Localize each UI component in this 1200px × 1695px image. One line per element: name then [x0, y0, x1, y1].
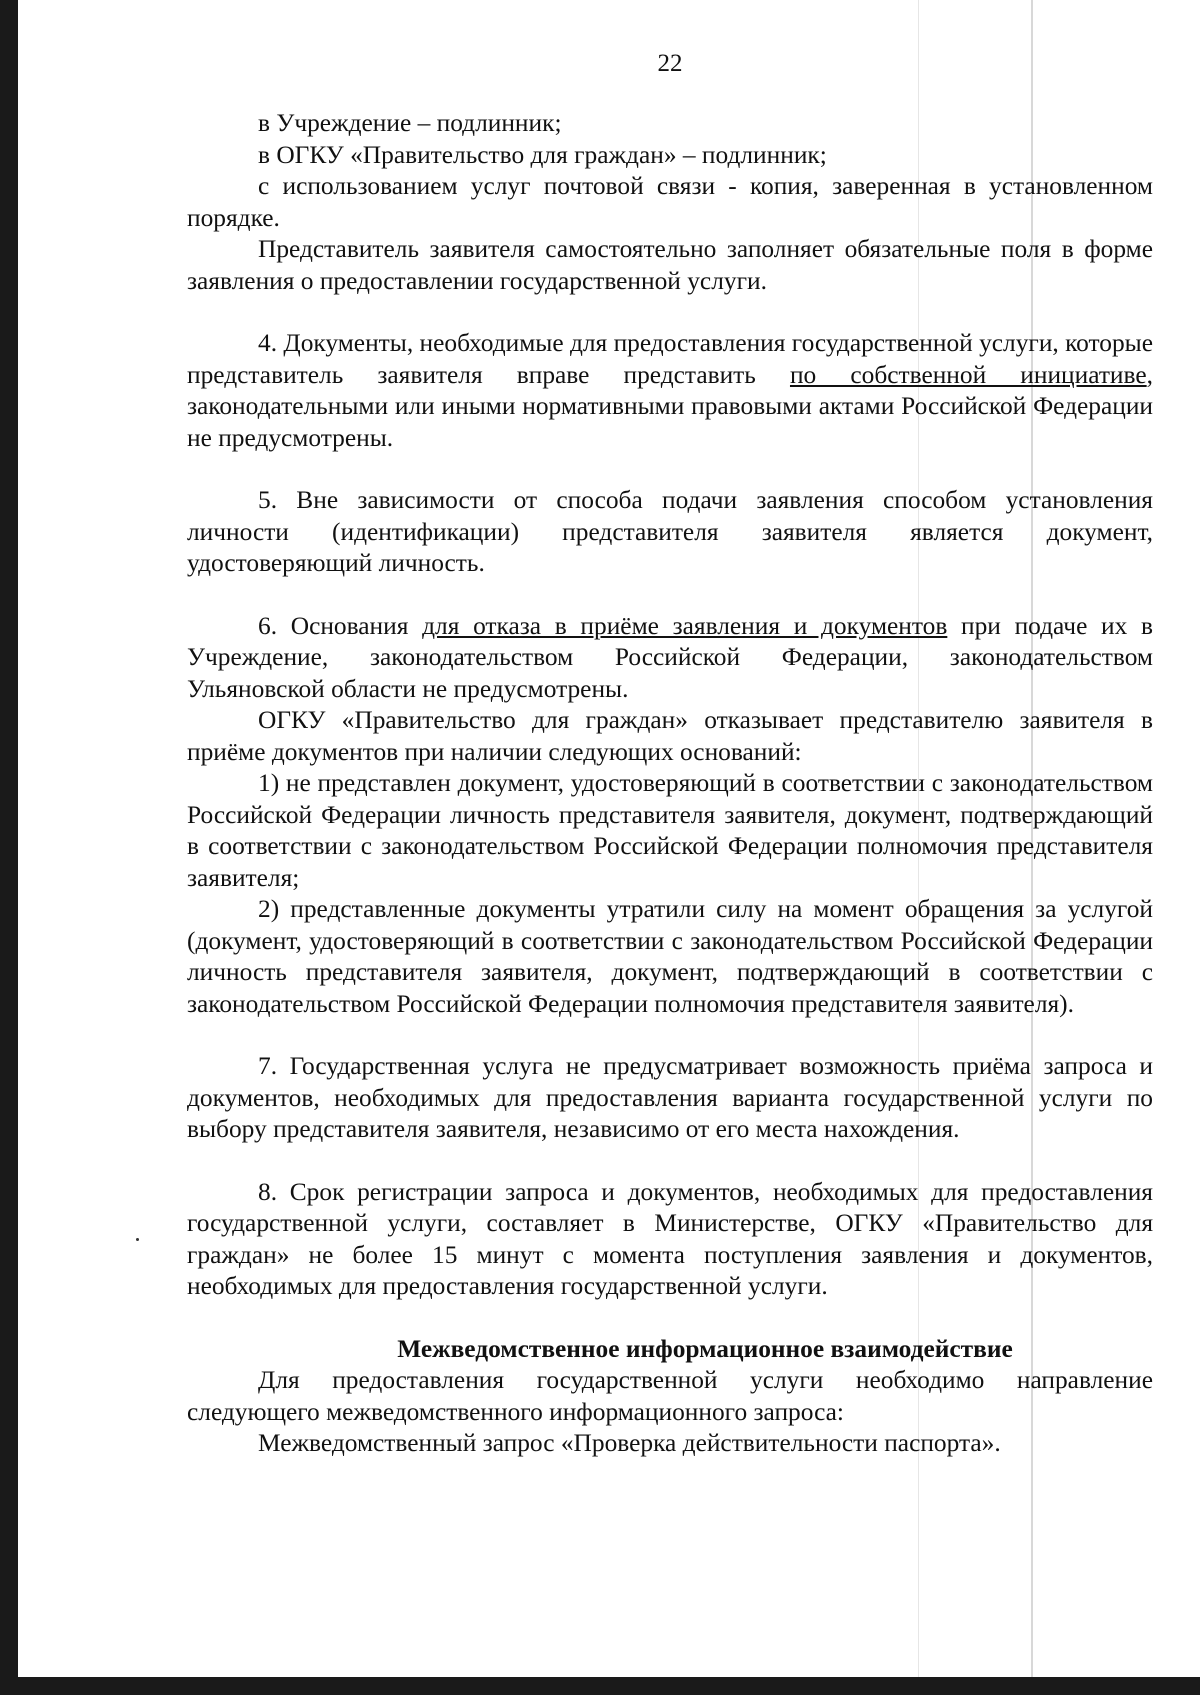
underlined-phrase: по собственной инициативе — [789, 360, 1147, 389]
list-item: 1) не представлен документ, удостоверяющий в соответствии с законодательством Российской Федерации личность представителя заявителя, документ, подтверждающий в соответствии с законодательством Российской Федерации полномочия представителя заявителя; — [187, 769, 1153, 892]
document-body — [187, 108, 1153, 1460]
paragraph: в ОГКУ «Правительство для граждан» – подлинник; — [258, 140, 827, 169]
section-4 — [187, 328, 1153, 454]
section-6 — [187, 611, 1153, 706]
section-6-text: при подаче их в Учреждение, законодательством Российской Федерации, законодательством Ульяновской области не предусмотрены. — [187, 611, 1154, 703]
paragraph: в Учреждение – подлинник; — [258, 109, 562, 137]
paragraph: Представитель заявителя самостоятельно заполняет обязательные поля в форме заявления о предоставлении государственной услуги. — [187, 235, 1153, 295]
list-item: 2) представленные документы утратили силу на момент обращения за услугой (документ, удостоверяющий в соответствии с законодательством Российской Федерации личность представителя заявителя, документ, подтверждающий в соответствии с законодательством Российской Федерации полномочия представителя заявителя). — [187, 895, 1153, 1018]
section-4-text: , законодательными или иными нормативными правовыми актами Российской Федерации не предусмотрены. — [187, 360, 1153, 452]
scan-speck — [136, 1238, 139, 1241]
section-8: 8. Срок регистрации запроса и документов, необходимых для предоставления государственной услуги, составляет в Министерстве, ОГКУ «Правительство для граждан» не более 15 минут с момента поступления заявления и документов, необходимых для предоставления государственной услуги. — [187, 1177, 1153, 1300]
paragraph: Межведомственный запрос «Проверка действительности паспорта». — [258, 1429, 1001, 1457]
section-5: 5. Вне зависимости от способа подачи заявления способом установления личности (идентификации) представителя заявителя является документ, удостоверяющий личность. — [187, 486, 1153, 577]
section-4-text: 4. Документы, необходимые для предоставления государственной услуги, которые представитель заявителя вправе представить — [187, 329, 1154, 389]
scan-edge-left — [0, 0, 18, 1695]
underlined-phrase: для отказа в приёме заявления и документов — [422, 611, 948, 640]
section-heading: Межведомственное информационное взаимодействие — [397, 1334, 1013, 1363]
paragraph: ОГКУ «Правительство для граждан» отказывает представителю заявителя в приёме документов при наличии следующих оснований: — [187, 706, 1153, 766]
section-7: 7. Государственная услуга не предусматривает возможность приёма запроса и документов, необходимых для предоставления варианта государственной услуги по выбору представителя заявителя, независимо от его места нахождения. — [187, 1052, 1153, 1143]
scan-edge-bottom — [0, 1677, 1200, 1695]
section-6-text: 6. Основания — [258, 611, 423, 640]
paragraph: Для предоставления государственной услуги необходимо направление следующего межведомственного информационного запроса: — [187, 1366, 1153, 1426]
paragraph: с использованием услуг почтовой связи - копия, заверенная в установленном порядке. — [187, 172, 1153, 232]
page-number: 22 — [657, 50, 683, 77]
